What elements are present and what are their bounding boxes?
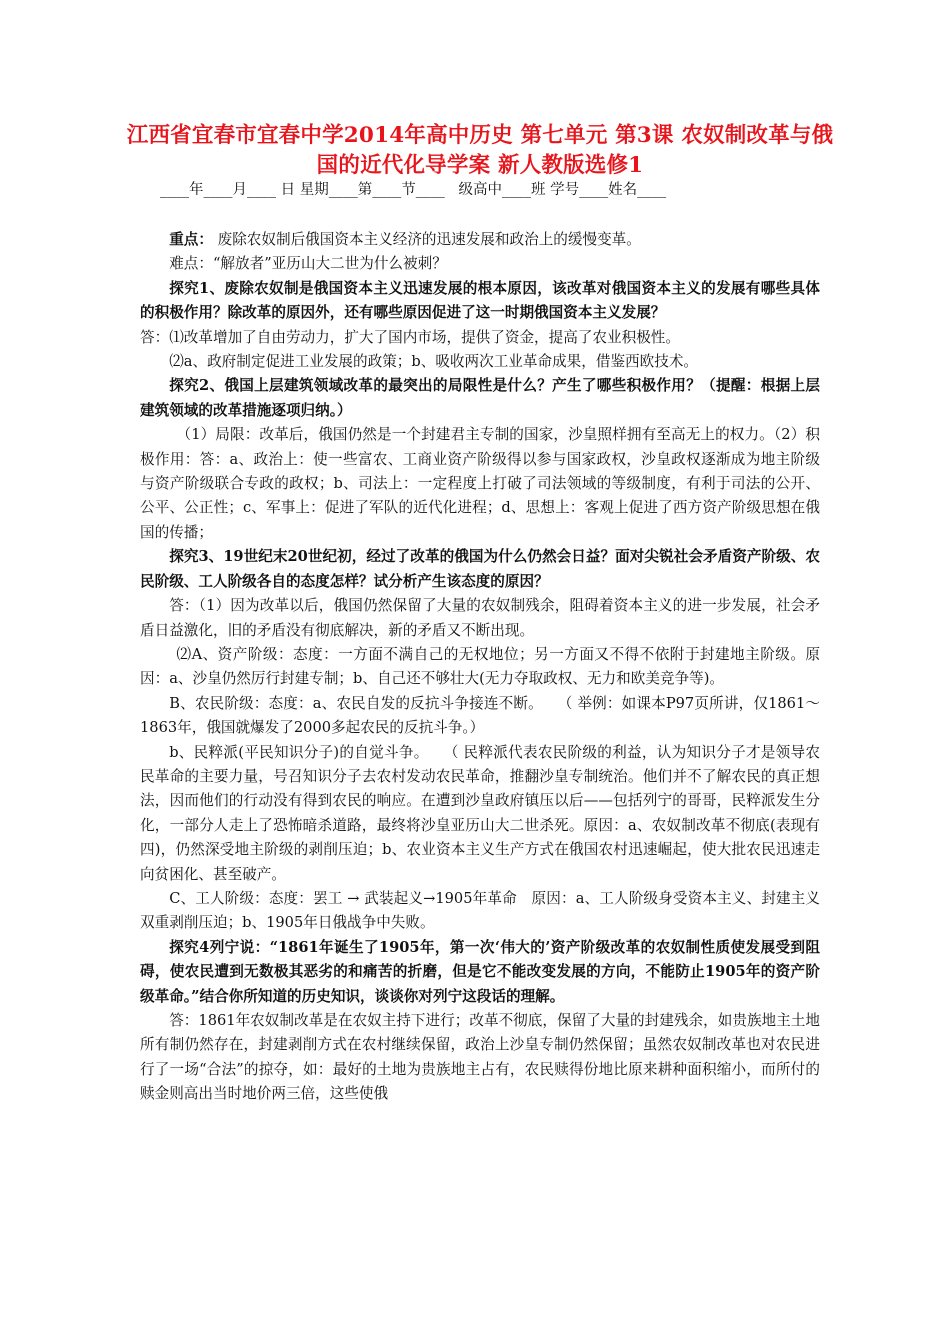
- key-point-text: 废除农奴制后俄国资本主义经济的迅速发展和政治上的缓慢变革。: [212, 231, 641, 248]
- question-1-answer-2: ⑵a、政府制定促进工业发展的政策；b、吸收两次工业革命成果，借鉴西欧技术。: [169, 353, 699, 371]
- question-2: 探究2、俄国上层建筑领域改革的最突出的局限性是什么？产生了哪些积极作用？（提醒：根据上层建筑领域的改革措施逐项归纳。）: [140, 377, 820, 419]
- document-body: [140, 228, 820, 1107]
- question-3-answer-4: b、民粹派(平民知识分子)的自觉斗争。 （ 民粹派代表农民阶级的利益，认为知识分子才是领导农民革命的主要力量，号召知识分子去农村发动农民革命，推翻沙皇专制统治。他们并不了解农民的真正想法，因而他们的行动没有得到农民的响应。在遭到沙皇政府镇压以后——包括列宁的哥哥，民粹派发生分化，一部分人走上了恐怖暗杀道路，最终将沙皇亚历山大二世杀死。原因：a、农奴制改革不彻底(表现有四)，仍然深受地主阶级的剥削压迫；b、农业资本主义生产方式在俄国农村迅速崛起，使大批农民迅速走向贫困化、甚至破产。: [140, 743, 820, 883]
- difficulty-paragraph: 难点：“解放者”亚历山大二世为什么被刺？: [169, 255, 447, 273]
- question-2-answer: （1）局限：改革后，俄国仍然是一个封建君主专制的国家，沙皇照样拥有至高无上的权力。（2）积极作用：答：a、政治上：使一些富农、工商业资产阶级得以参与国家政权，沙皇政权逐渐成为地主阶级与资产阶级联合专政的政权；b、司法上：一定程度上打破了司法领域的等级制度，有利于司法的公开、公平、公正性；c、军事上：促进了军队的近代化进程；d、思想上：客观上促进了西方资产阶级思想在俄国的传播；: [140, 426, 820, 541]
- question-1-answer-1: 答：⑴改革增加了自由劳动力，扩大了国内市场，提供了资金，提高了农业积极性。: [140, 328, 680, 346]
- question-3-answer-1: 答：（1）因为改革以后，俄国仍然保留了大量的农奴制残余，阻碍着资本主义的进一步发展，社会矛盾日益激化，旧的矛盾没有彻底解决，新的矛盾又不断出现。: [140, 597, 820, 639]
- student-info-line: ____年____月____ 日 星期____第____节____ 级高中____班 学号____姓名____: [160, 182, 667, 198]
- question-4: 探究4列宁说：“1861年诞生了1905年，第一次‘伟大的’资产阶级改革的农奴制性质使发展受到阻碍，使农民遭到无数极其恶劣的和痛苦的折磨，但是它不能改变发展的方向，不能防止1905年的资产阶级革命。”结合你所知道的历史知识，谈谈你对列宁这段话的理解。: [140, 938, 820, 1005]
- key-point-paragraph: [140, 228, 820, 252]
- question-1: 探究1、废除农奴制是俄国资本主义迅速发展的根本原因，该改革对俄国资本主义的发展有哪些具体的积极作用？除改革的原因外，还有哪些原因促进了这一时期俄国资本主义发展？: [140, 279, 820, 322]
- question-3-answer-5: C、工人阶级：态度：罢工 → 武装起义→1905年革命 原因：a、工人阶级身受资本主义、封建主义双重剥削压迫；b、1905年日俄战争中失败。: [140, 889, 820, 932]
- question-3: 探究3、19世纪末20世纪初，经过了改革的俄国为什么仍然会日益？面对尖锐社会矛盾资产阶级、农民阶级、工人阶级各自的态度怎样？试分析产生该态度的原因？: [140, 548, 820, 590]
- question-3-answer-3: B、农民阶级：态度：a、农民自发的反抗斗争接连不断。 （ 举例：如课本P97页所讲，仅1861～1863年，俄国就爆发了2000多起农民的反抗斗争。）: [140, 694, 820, 737]
- document-title: 江西省宜春市宜春中学2014年高中历史 第七单元 第3课 农奴制改革与俄国的近代化导学案 新人教版选修1: [126, 123, 834, 178]
- question-4-answer: 答：1861年农奴制改革是在农奴主持下进行；改革不彻底，保留了大量的封建残余，如贵族地主土地所有制仍然存在，封建剥削方式在农村继续保留，政治上沙皇专制仍然保留；虽然农奴制改革也对农民进行了一场“合法”的掠夺，如：最好的土地为贵族地主占有，农民赎得份地比原来耕种面积缩小，而所付的赎金则高出当时地价两三倍，这些使俄: [140, 1012, 820, 1103]
- question-3-answer-2: ⑵A、资产阶级：态度：一方面不满自己的无权地位；另一方面又不得不依附于封建地主阶级。原因：a、沙皇仍然厉行封建专制；b、自己还不够壮大(无力夺取政权、无力和欧美竞争等)。: [140, 645, 820, 688]
- key-point-label: 重点：: [169, 231, 213, 248]
